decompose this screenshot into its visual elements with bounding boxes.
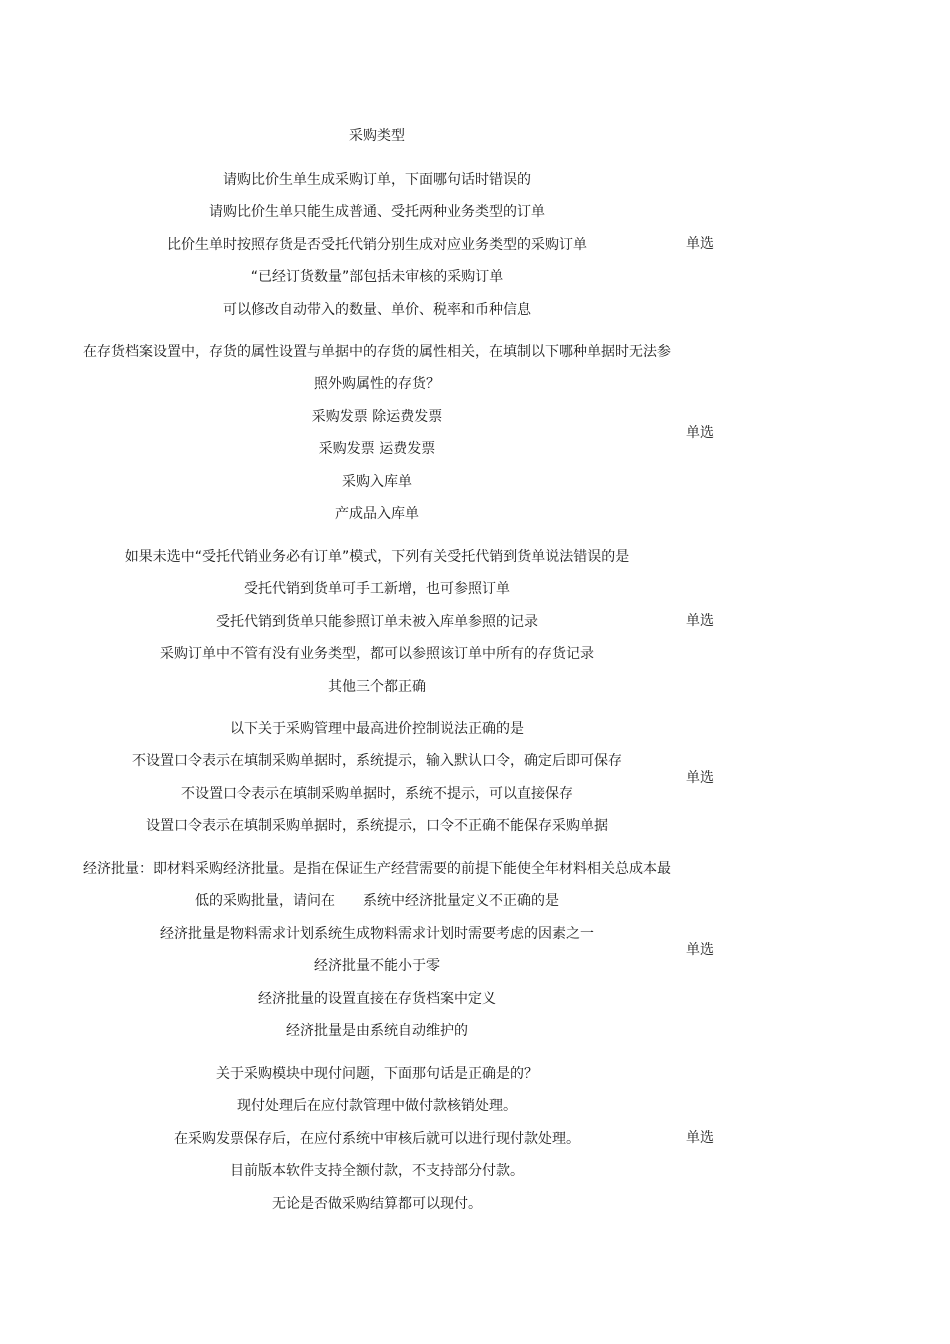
- question-stem-continued: 低的采购批量，请问在 系统中经济批量定义不正确的是: [195, 893, 559, 910]
- question-type-label: 单选: [686, 236, 714, 252]
- question-text: [0, 719, 754, 849]
- option-line: 采购入库单: [342, 473, 412, 490]
- question-stem: 如果未选中“受托代销业务必有订单”模式，下列有关受托代销到货单说法错误的是: [124, 549, 630, 565]
- option-line: 请购比价生单只能生成普通、受托两种业务类型的订单: [209, 204, 545, 221]
- question-stem: 关于采购模块中现付问题，下面那句话是正确是的？: [216, 1066, 538, 1082]
- option-line: 无论是否做采购结算都可以现付。: [272, 1195, 482, 1212]
- option-line: 经济批量的设置直接在存货档案中定义: [258, 990, 496, 1007]
- option-line: 经济批量不能小于零: [314, 958, 440, 975]
- question-type-label: 单选: [686, 942, 714, 958]
- option-line: 比价生单时按照存货是否受托代销分别生成对应业务类型的采购订单: [167, 236, 587, 253]
- question-text: [0, 859, 754, 1053]
- question-text: [0, 547, 754, 709]
- question-stem: 请购比价生单生成采购订单，下面哪句话时错误的: [223, 172, 531, 188]
- option-line: 经济批量是由系统自动维护的: [286, 1022, 468, 1039]
- option-line: 采购发票 除运费发票: [311, 408, 443, 425]
- question-type-label: 单选: [686, 613, 714, 629]
- option-line: 可以修改自动带入的数量、单价、税率和币种信息: [223, 301, 531, 318]
- option-line: 采购订单中不管有没有业务类型，都可以参照该订单中所有的存货记录: [160, 646, 594, 663]
- section-title: 采购类型: [349, 128, 405, 144]
- question-stem: 在存货档案设置中，存货的属性设置与单据中的存货的属性相关，在填制以下哪种单据时无法参: [83, 344, 671, 360]
- option-line: “已经订货数量”部包括未审核的采购订单: [250, 269, 504, 286]
- option-line: 产成品入库单: [335, 505, 419, 522]
- question-block: [0, 1064, 950, 1226]
- question-block: [0, 547, 950, 709]
- question-block: [0, 859, 950, 1053]
- option-line: 受托代销到货单可手工新增，也可参照订单: [244, 581, 510, 598]
- question-type-label: 单选: [686, 770, 714, 786]
- question-text: [0, 342, 754, 536]
- option-line: 采购发票 运费发票: [318, 441, 436, 458]
- option-line: 不设置口令表示在填制采购单据时，系统提示，输入默认口令，确定后即可保存: [132, 753, 622, 770]
- option-line: 受托代销到货单只能参照订单未被入库单参照的记录: [216, 613, 538, 630]
- question-text: [0, 170, 754, 332]
- question-type-label: 单选: [686, 425, 714, 441]
- question-stem: 经济批量：即材料采购经济批量。是指在保证生产经营需要的前提下能使全年材料相关总成本最: [83, 861, 671, 877]
- question-block: [0, 719, 950, 849]
- option-line: 不设置口令表示在填制采购单据时，系统不提示，可以直接保存: [181, 785, 573, 802]
- option-line: 其他三个都正确: [328, 678, 426, 695]
- option-line: 目前版本软件支持全额付款，不支持部分付款。: [230, 1163, 524, 1180]
- option-line: 在采购发票保存后，在应付系统中审核后就可以进行现付款处理。: [174, 1130, 580, 1147]
- question-block: [0, 170, 950, 332]
- question-stem-continued: 照外购属性的存货？: [314, 376, 440, 393]
- option-line: 经济批量是物料需求计划系统生成物料需求计划时需要考虑的因素之一: [160, 925, 594, 942]
- option-line: 设置口令表示在填制采购单据时，系统提示，口令不正确不能保存采购单据: [146, 818, 608, 835]
- question-text: [0, 1064, 754, 1226]
- option-line: 现付处理后在应付款管理中做付款核销处理。: [237, 1098, 517, 1115]
- question-stem: 以下关于采购管理中最高进价控制说法正确的是: [230, 721, 524, 737]
- question-block: [0, 342, 950, 536]
- question-type-label: 单选: [686, 1130, 714, 1146]
